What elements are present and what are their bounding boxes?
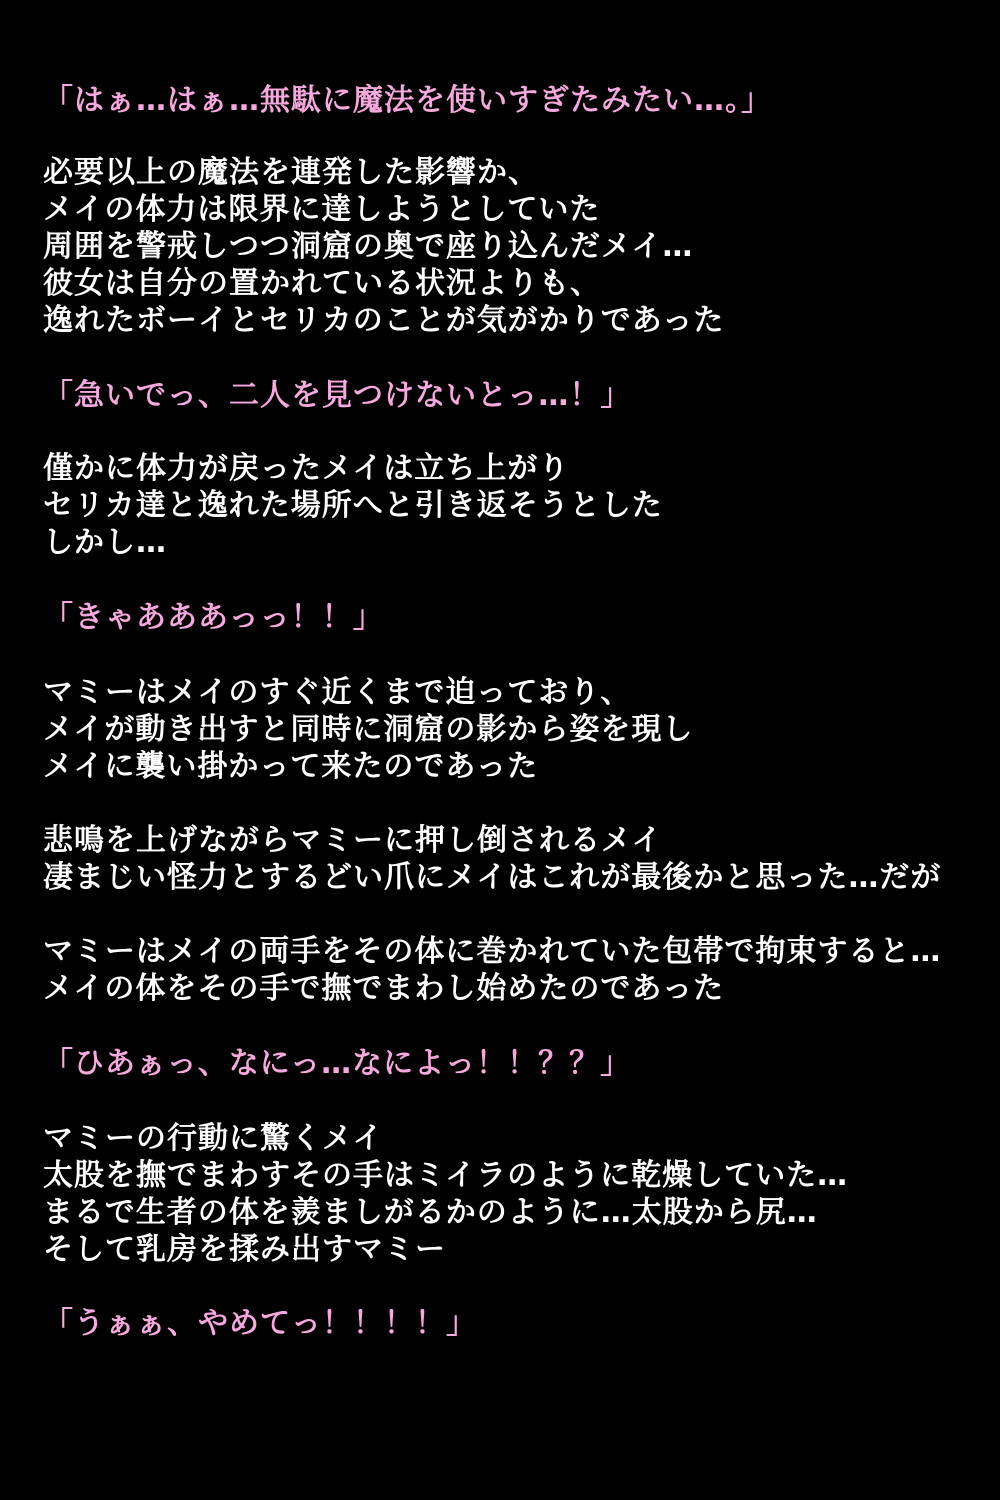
narration-line: メイが動き出すと同時に洞窟の影から姿を現し (43, 712, 694, 747)
narration-line: マミーの行動に驚くメイ (43, 1121, 384, 1156)
narration-line: メイの体力は限界に達しようとしていた (43, 192, 601, 227)
narration-line: 凄まじい怪力とするどい爪にメイはこれが最後かと思った…だが (43, 860, 942, 895)
dialogue-line: 「ひあぁっ、なにっ…なによっ！！？？」 (43, 1046, 632, 1081)
narration-line: まるで生者の体を羨ましがるかのように…太股から尻… (43, 1195, 818, 1230)
dialogue-line: 「はぁ…はぁ…無駄に魔法を使いすぎたみたい…。」 (43, 83, 772, 118)
narration-line: 周囲を警戒しつつ洞窟の奥で座り込んだメイ… (43, 229, 694, 264)
dialogue-line: 「きゃあああっっ！！」 (43, 600, 384, 635)
narration-line: セリカ達と逸れた場所へと引き返そうとした (43, 488, 663, 523)
dialogue-line: 「うぁぁ、やめてっ！！！！」 (43, 1306, 477, 1341)
narration-line: 僅かに体力が戻ったメイは立ち上がり (43, 451, 570, 486)
narration-line: 逸れたボーイとセリカのことが気がかりであった (43, 303, 725, 338)
narration-line: 太股を撫でまわすその手はミイラのように乾燥していた… (43, 1158, 849, 1193)
narration-line: メイに襲い掛かって来たのであった (43, 749, 539, 784)
narration-line: マミーはメイの両手をその体に巻かれていた包帯で拘束すると… (43, 934, 942, 969)
narration-line: マミーはメイのすぐ近くまで迫っており、 (43, 675, 632, 710)
dialogue-line: 「急いでっ、二人を見つけないとっ…！」 (43, 378, 632, 413)
narration-line: しかし… (43, 525, 167, 560)
narration-line: メイの体をその手で撫でまわし始めたのであった (43, 971, 725, 1006)
narration-line: 彼女は自分の置かれている状況よりも、 (43, 266, 601, 301)
narration-line: そして乳房を揉み出すマミー (43, 1232, 446, 1267)
narration-line: 必要以上の魔法を連発した影響か、 (43, 155, 539, 190)
narration-line: 悲鳴を上げながらマミーに押し倒されるメイ (43, 823, 663, 858)
